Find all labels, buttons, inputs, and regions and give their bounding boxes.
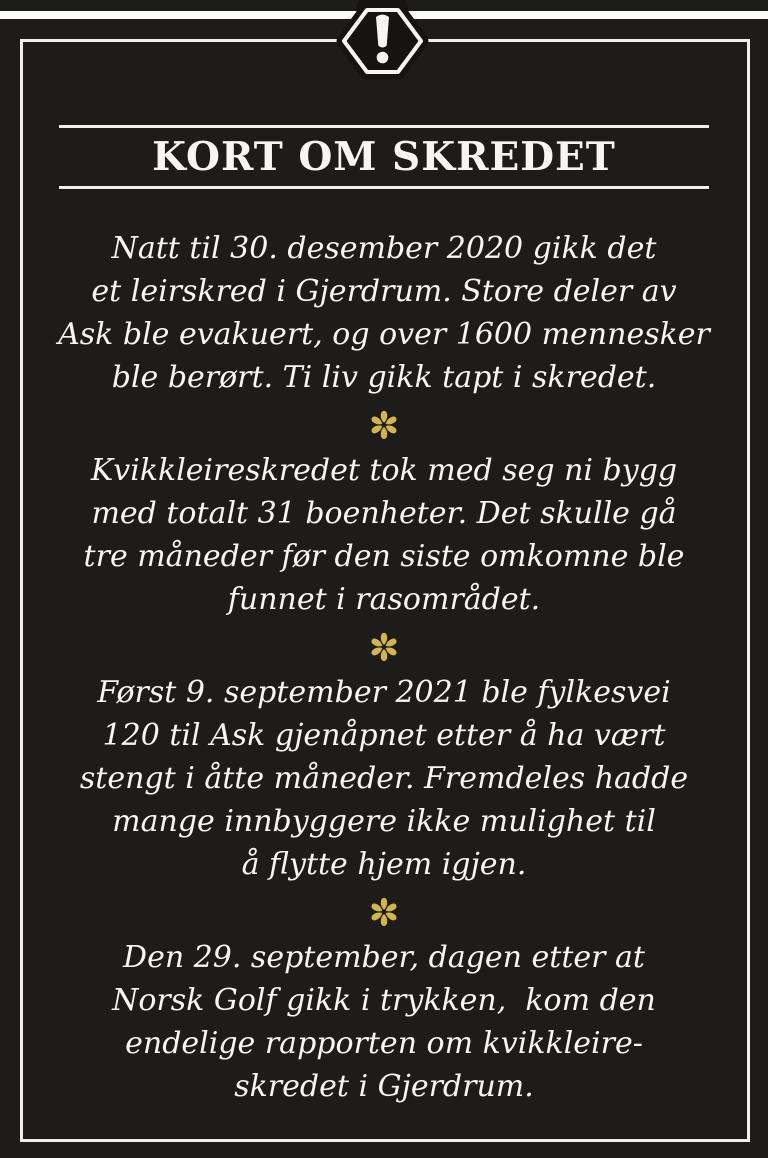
asterisk-separator	[30, 629, 738, 663]
paragraph: Først 9. september 2021 ble fylkesvei 120 til Ask gjenåpnet etter å ha vært stengt i åtte måneder. Fremdeles hadde mange innbyggere ikke mulighet til å flytte hjem igjen.	[79, 675, 689, 882]
warning-badge	[334, 0, 434, 92]
exclamation-hexagon-icon	[334, 0, 434, 92]
title-rule-bottom	[59, 186, 709, 189]
six-petal-asterisk-icon	[369, 629, 399, 663]
six-petal-asterisk-icon	[369, 894, 399, 928]
paragraph: Kvikkleireskredet tok med seg ni bygg med totalt 31 boenheter. Det skulle gå tre måneder før den siste omkomne ble funnet i rasområdet.	[83, 453, 685, 617]
title-rule-top	[59, 125, 709, 128]
asterisk-separator	[30, 894, 738, 928]
factbox-title: KORT OM SKREDET	[152, 134, 616, 180]
asterisk-separator	[30, 407, 738, 441]
paragraph-list	[30, 227, 738, 1108]
paragraph: Natt til 30. desember 2020 gikk det et leirskred i Gjerdrum. Store deler av Ask ble evakuert, og over 1600 mennesker ble berørt. Ti liv gikk tapt i skredet.	[58, 231, 710, 395]
factbox-content	[30, 125, 738, 1108]
paragraph: Den 29. september, dagen etter at Norsk Golf gikk i trykken, kom den endelige rapporten om kvikkleire- skredet i Gjerdrum.	[112, 940, 656, 1104]
six-petal-asterisk-icon	[369, 407, 399, 441]
